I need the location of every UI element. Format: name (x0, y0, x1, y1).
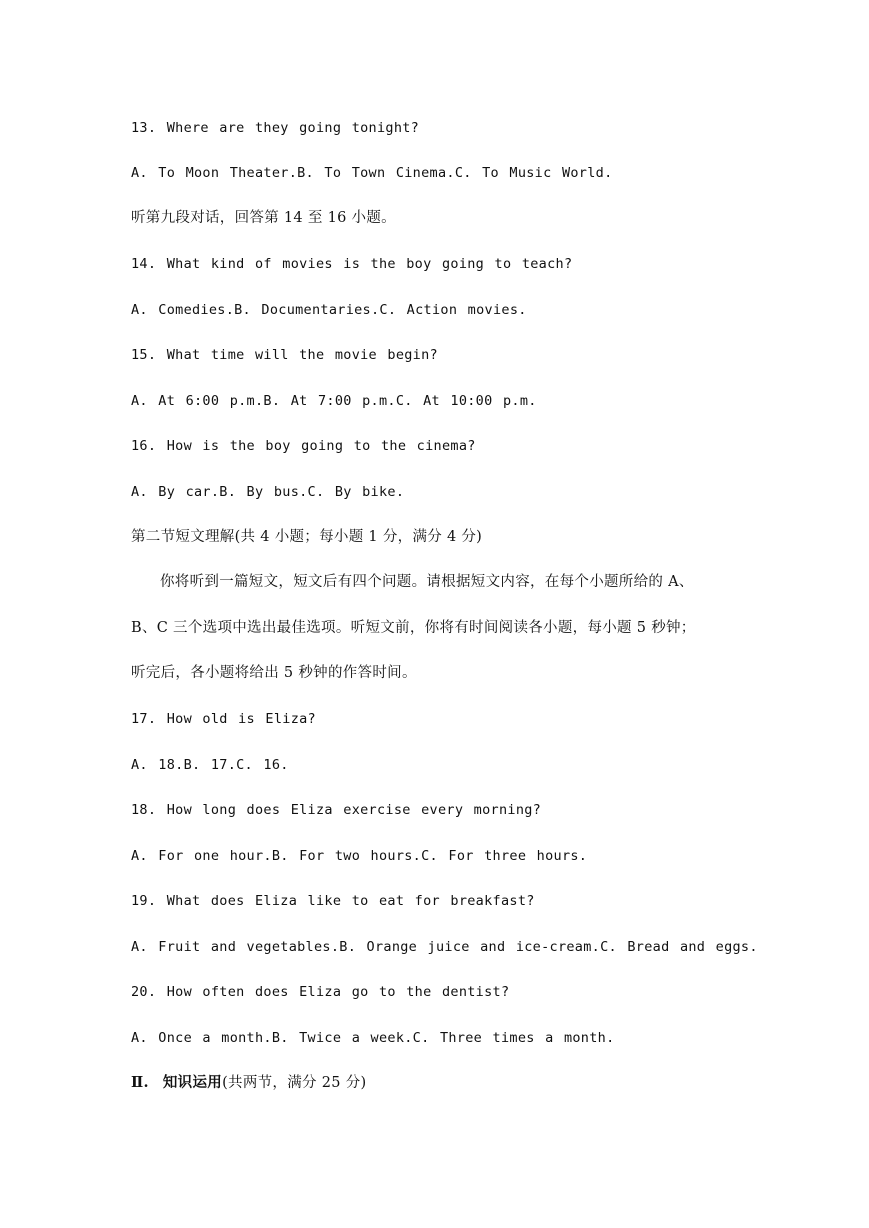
question-19: 19. What does Eliza like to eat for breakfast? (131, 893, 535, 909)
section-heading-number: Ⅱ. (131, 1074, 149, 1091)
question-14: 14. What kind of movies is the boy going to teach? (131, 256, 573, 272)
section-heading-detail: (共两节，满分 25 分) (222, 1075, 367, 1091)
question-16-options: A. By car.B. By bus.C. By bike. (131, 484, 405, 500)
question-17-options: A. 18.B. 17.C. 16. (131, 757, 289, 773)
question-20-options: A. Once a month.B. Twice a week.C. Three times a month. (131, 1030, 615, 1046)
section-heading-title: 知识运用 (162, 1074, 223, 1091)
question-17: 17. How old is Eliza? (131, 711, 316, 727)
question-13-options: A. To Moon Theater.B. To Town Cinema.C. To Music World. (131, 165, 613, 181)
passage-instruction-line-1: 你将听到一篇短文，短文后有四个问题。请根据短文内容，在每个小题所给的 A、 (160, 574, 694, 590)
question-14-options: A. Comedies.B. Documentaries.C. Action movies. (131, 302, 527, 318)
question-20: 20. How often does Eliza go to the dentist? (131, 984, 510, 1000)
dialogue-instruction: 听第九段对话，回答第 14 至 16 小题。 (131, 210, 396, 226)
question-19-options: A. Fruit and vegetables.B. Orange juice and ice-cream.C. Bread and eggs. (131, 939, 758, 955)
question-15: 15. What time will the movie begin? (131, 347, 438, 363)
question-18-options: A. For one hour.B. For two hours.C. For three hours. (131, 848, 588, 864)
question-15-options: A. At 6:00 p.m.B. At 7:00 p.m.C. At 10:00 p.m. (131, 393, 537, 409)
passage-instruction-line-2: B、C 三个选项中选出最佳选项。听短文前，你将有时间阅读各小题，每小题 5 秒钟； (131, 620, 696, 636)
passage-instruction-line-3: 听完后，各小题将给出 5 秒钟的作答时间。 (131, 665, 417, 681)
section-2-title: 第二节短文理解(共 4 小题；每小题 1 分，满分 4 分) (131, 529, 483, 545)
section-heading (131, 1073, 831, 1093)
question-13: 13. Where are they going tonight? (131, 120, 420, 136)
question-18: 18. How long does Eliza exercise every morning? (131, 802, 542, 818)
question-16: 16. How is the boy going to the cinema? (131, 438, 476, 454)
